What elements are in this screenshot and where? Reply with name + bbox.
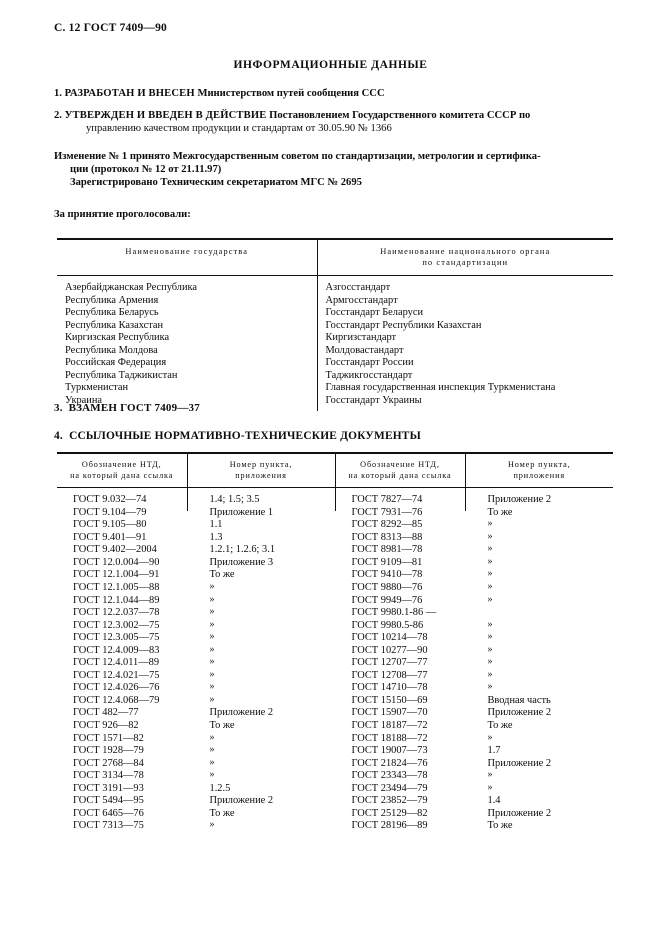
ditto-mark: »	[487, 769, 493, 781]
ditto-mark: »	[209, 693, 215, 705]
clause-reference: Приложение 2	[487, 807, 552, 819]
ntd-designation: ГОСТ 926—82	[73, 720, 139, 732]
ntd-designation: ГОСТ 2768—84	[73, 757, 144, 769]
ditto-mark: »	[209, 681, 215, 693]
state-name: Азербайджанская Республика	[65, 282, 198, 293]
clause-reference	[488, 733, 612, 746]
ditto-mark: »	[487, 781, 493, 793]
clause-reference: 1.1	[209, 519, 223, 531]
ditto-mark: »	[209, 581, 215, 593]
ditto-mark: »	[209, 744, 215, 756]
standards-body-name: Главная государственная инспекция Туркменистана	[325, 382, 556, 393]
ntd-designation: ГОСТ 1571—82	[73, 732, 144, 744]
clause-reference	[210, 745, 333, 758]
clause-1-number: 1.	[54, 88, 62, 99]
ntd-designation: ГОСТ 7827—74	[351, 494, 423, 506]
clause-4-number: 4.	[54, 430, 63, 442]
clause-reference	[210, 607, 333, 620]
ditto-mark: »	[209, 631, 215, 643]
states-header-col2	[317, 239, 613, 276]
ditto-mark: »	[487, 593, 493, 605]
clause-reference: То же	[209, 720, 235, 732]
ntd-designation: ГОСТ 19007—73	[351, 745, 428, 757]
ntd-designation: ГОСТ 12.0.004—90	[73, 556, 160, 568]
clause-reference	[210, 770, 333, 783]
ntd-designation: ГОСТ 8292—85	[351, 519, 423, 531]
states-table-wrapper	[57, 238, 613, 411]
ntd-designation: ГОСТ 9980.5-86	[351, 619, 424, 631]
ntd-designation: ГОСТ 18187—72	[351, 720, 428, 732]
clause-reference	[488, 582, 612, 595]
standards-body-name: Госстандарт Украины	[325, 394, 422, 406]
states-header-col2-line2: по стандартизации	[422, 258, 509, 267]
state-name: Республика Армения	[65, 294, 159, 306]
ntd-designation: ГОСТ 7931—76	[351, 506, 423, 518]
clause-2-number: 2.	[54, 110, 62, 122]
clause-reference: То же	[487, 506, 513, 518]
clause-reference	[488, 682, 612, 695]
running-head: С. 12 ГОСТ 7409—90	[54, 22, 167, 34]
clause-reference	[488, 595, 612, 608]
ditto-mark: »	[487, 656, 493, 668]
ntd-designation: ГОСТ 3191—93	[73, 782, 144, 794]
refs-header-col4-line1: Номер пункта,	[507, 460, 571, 469]
amendment-line-3: Зарегистрировано Техническим секретариатом МГС № 2695	[70, 177, 362, 189]
clause-reference	[488, 632, 612, 645]
ntd-designation: ГОСТ 12.4.068—79	[73, 694, 160, 706]
clause-reference: 1.4	[487, 795, 501, 807]
ntd-designation: ГОСТ 12.3.002—75	[73, 619, 160, 631]
clause-reference: Приложение 3	[209, 556, 274, 568]
clause-reference: Приложение 2	[209, 707, 274, 719]
standards-body-name: Таджикгосстандарт	[325, 369, 413, 381]
ntd-designation: ГОСТ 12.1.044—89	[73, 594, 160, 606]
clause-reference: Приложение 2	[487, 707, 552, 719]
ntd-designation: ГОСТ 12.3.005—75	[73, 632, 160, 644]
refs-col-doc-right	[335, 488, 465, 832]
states-table-header-row	[57, 239, 613, 276]
ditto-mark: »	[487, 731, 493, 743]
clause-reference	[210, 657, 333, 670]
refs-header-col2-line2: приложения	[235, 470, 287, 480]
state-name: Туркменистан	[65, 382, 129, 393]
clause-1-caps: РАЗРАБОТАН И ВНЕСЕН	[64, 88, 195, 99]
ntd-designation: ГОСТ 28196—89	[351, 820, 428, 832]
clause-4-text: ССЫЛОЧНЫЕ НОРМАТИВНО-ТЕХНИЧЕСКИЕ ДОКУМЕНТЫ	[69, 430, 421, 442]
ntd-designation: ГОСТ 7313—75	[73, 820, 144, 832]
ditto-mark: »	[487, 518, 493, 530]
ditto-mark: »	[487, 543, 493, 555]
ntd-designation: ГОСТ 9.105—80	[73, 519, 147, 531]
amendment-line-2: ции (протокол № 12 от 21.11.97)	[70, 164, 222, 176]
standards-body-name: Госстандарт России	[325, 357, 414, 368]
ntd-designation: ГОСТ 21824—76	[351, 757, 428, 769]
clause-reference	[488, 783, 612, 796]
clause-reference: То же	[487, 720, 513, 732]
clause-2-text: Постановлением Государственного комитета СССР по	[269, 110, 531, 122]
clause-reference: 1.4; 1.5; 3.5	[209, 494, 260, 506]
ntd-designation: ГОСТ 9880—76	[351, 582, 423, 594]
ntd-designation: ГОСТ 12.4.026—76	[73, 682, 160, 694]
states-col-names	[57, 276, 317, 412]
ditto-mark: »	[487, 581, 493, 593]
ditto-mark: »	[487, 555, 493, 567]
ntd-designation: ГОСТ 12707—77	[351, 657, 428, 669]
clause-reference	[488, 569, 612, 582]
refs-header-col3	[335, 453, 465, 488]
ditto-mark: »	[209, 756, 215, 768]
vote-heading: За принятие проголосовали:	[54, 208, 191, 220]
clause-reference	[210, 682, 333, 695]
ditto-mark: »	[209, 668, 215, 680]
standards-body-name: Армгосстандарт	[325, 294, 398, 306]
ntd-designation: ГОСТ 10214—78	[351, 632, 428, 644]
ntd-designation: ГОСТ 1928—79	[73, 745, 144, 757]
standards-body-name: Азгосстандарт	[325, 282, 391, 293]
states-table	[57, 238, 613, 411]
clause-reference: Приложение 2	[487, 757, 552, 769]
clause-reference	[488, 620, 612, 633]
clause-reference: Приложение 2	[209, 795, 274, 807]
refs-header-col4	[465, 453, 613, 488]
ditto-mark: »	[487, 643, 493, 655]
clause-1	[54, 87, 616, 100]
ntd-designation: ГОСТ 9.032—74	[73, 494, 147, 506]
ntd-designation: ГОСТ 9949—76	[351, 594, 423, 606]
clause-3	[54, 402, 200, 414]
standards-body-name: Госстандарт Беларуси	[325, 307, 424, 318]
clause-reference	[210, 758, 333, 771]
ntd-designation: ГОСТ 14710—78	[351, 682, 428, 694]
states-header-col1: Наименование государства	[57, 239, 317, 276]
references-table-wrapper	[57, 452, 613, 832]
state-name: Украина	[65, 394, 103, 406]
references-table-body-row	[57, 488, 613, 511]
ntd-designation: ГОСТ 9.104—79	[73, 506, 147, 518]
ntd-designation: ГОСТ 15150—69	[351, 694, 428, 706]
clause-reference	[488, 645, 612, 658]
ditto-mark: »	[209, 593, 215, 605]
ditto-mark: »	[487, 681, 493, 693]
clause-reference: Приложение 2	[487, 494, 552, 506]
clause-reference: То же	[209, 569, 235, 581]
ntd-designation: ГОСТ 9410—78	[351, 569, 423, 581]
clause-reference: 1.3	[209, 531, 223, 543]
clause-reference	[210, 582, 333, 595]
ntd-designation: ГОСТ 23852—79	[351, 795, 428, 807]
clause-reference: 1.2.5	[209, 782, 231, 794]
ditto-mark: »	[487, 668, 493, 680]
refs-header-col2-line1: Номер пункта,	[229, 460, 293, 469]
refs-header-col3-line2: на который дана ссылка	[348, 470, 452, 480]
references-table	[57, 452, 613, 832]
ntd-designation: ГОСТ 25129—82	[351, 807, 428, 819]
clause-reference	[488, 770, 612, 783]
clause-list	[54, 87, 616, 220]
ditto-mark: »	[209, 643, 215, 655]
ntd-designation: ГОСТ 23343—78	[351, 770, 428, 782]
ntd-designation: ГОСТ 12.4.011—89	[73, 657, 160, 669]
ntd-designation: ГОСТ 10277—90	[351, 644, 428, 656]
state-name: Киргизская Республика	[65, 332, 170, 343]
clause-reference	[210, 620, 333, 633]
state-name: Российская Федерация	[65, 357, 167, 368]
clause-reference	[210, 595, 333, 608]
standards-body-name: Молдовастандарт	[325, 344, 404, 356]
clause-reference	[210, 820, 333, 833]
clause-reference	[488, 544, 612, 557]
clause-reference: Вводная часть	[487, 694, 551, 706]
clause-reference	[210, 733, 333, 746]
ntd-designation: ГОСТ 12708—77	[351, 669, 428, 681]
ditto-mark: »	[487, 618, 493, 630]
refs-header-col3-line1: Обозначение НТД,	[360, 460, 440, 469]
clause-1-text: Министерством путей сообщения ССС	[197, 88, 385, 99]
ntd-designation: ГОСТ 12.2.037—78	[73, 607, 160, 619]
ntd-designation: ГОСТ 482—77	[73, 707, 139, 719]
state-name: Республика Беларусь	[65, 307, 159, 318]
ntd-designation: ГОСТ 9109—81	[351, 556, 423, 568]
ditto-mark: »	[209, 731, 215, 743]
ntd-designation: ГОСТ 18188—72	[351, 732, 428, 744]
ntd-designation: ГОСТ 9980.1-86 —	[351, 607, 437, 619]
ntd-designation: ГОСТ 9.401—91	[73, 531, 147, 543]
ntd-designation: ГОСТ 12.1.004—91	[73, 569, 160, 581]
clause-2	[54, 109, 616, 135]
ditto-mark: »	[209, 819, 215, 831]
amendment-line-1: Изменение № 1 принято Межгосударственным советом по стандартизации, метрологии и сертифика-	[54, 150, 541, 162]
refs-header-col2	[187, 453, 335, 488]
refs-header-col1-line2: на который дана ссылка	[70, 470, 174, 480]
state-name: Республика Молдова	[65, 344, 158, 356]
states-col-bodies	[317, 276, 613, 412]
standards-body-name: Киргизстандарт	[325, 332, 397, 343]
clause-reference	[488, 670, 612, 683]
ntd-designation: ГОСТ 12.4.021—75	[73, 669, 160, 681]
ntd-designation: ГОСТ 6465—76	[73, 807, 144, 819]
clause-2-caps: УТВЕРЖДЕН И ВВЕДЕН В ДЕЙСТВИЕ	[64, 110, 267, 122]
clause-3-text: ВЗАМЕН ГОСТ 7409—37	[68, 402, 200, 414]
refs-header-col1-line1: Обозначение НТД,	[81, 460, 162, 469]
page-title: ИНФОРМАЦИОННЫЕ ДАННЫЕ	[233, 59, 428, 71]
clause-reference: Приложение 1	[209, 506, 274, 518]
clause-2-text-line2: управлению качеством продукции и стандартам от 30.05.90 № 1366	[86, 123, 392, 135]
ntd-designation: ГОСТ 3134—78	[73, 770, 144, 782]
standards-body-name: Госстандарт Республики Казахстан	[325, 319, 482, 331]
clause-reference	[488, 532, 612, 545]
ntd-designation: ГОСТ 9.402—2004	[73, 544, 157, 556]
clause-4	[54, 430, 421, 442]
clause-reference	[210, 645, 333, 658]
clause-reference	[488, 657, 612, 670]
clause-reference: 1.2.1; 1.2.6; 3.1	[209, 544, 276, 556]
clause-reference	[488, 557, 612, 570]
clause-reference	[488, 607, 612, 620]
ditto-mark: »	[209, 618, 215, 630]
ntd-designation: ГОСТ 8981—78	[351, 544, 423, 556]
ditto-mark: »	[487, 631, 493, 643]
ntd-designation: ГОСТ 12.4.009—83	[73, 644, 160, 656]
ntd-designation: ГОСТ 12.1.005—88	[73, 582, 160, 594]
clause-reference	[210, 670, 333, 683]
state-name: Республика Таджикистан	[65, 369, 178, 381]
amendment-note	[54, 150, 616, 190]
ditto-mark: »	[209, 656, 215, 668]
refs-col-ref-left	[187, 488, 335, 831]
ntd-designation: ГОСТ 8313—88	[351, 531, 423, 543]
ditto-mark: »	[209, 606, 215, 618]
ntd-designation: ГОСТ 5494—95	[73, 795, 144, 807]
states-header-col2-line1: Наименование национального органа	[380, 247, 551, 256]
refs-header-col4-line2: приложения	[513, 470, 566, 480]
clause-reference: 1.7	[487, 745, 501, 757]
clause-reference	[210, 632, 333, 645]
refs-col-doc-left	[57, 488, 187, 832]
ditto-mark: »	[487, 530, 493, 542]
clause-reference: То же	[487, 820, 513, 832]
states-table-body-row	[57, 276, 613, 412]
ntd-designation: ГОСТ 23494—79	[351, 782, 428, 794]
ditto-mark: »	[487, 568, 493, 580]
clause-reference	[210, 695, 333, 708]
ntd-designation: ГОСТ 15907—70	[351, 707, 428, 719]
refs-header-col1	[57, 453, 187, 488]
references-table-header-row	[57, 453, 613, 488]
ditto-mark: »	[209, 769, 215, 781]
clause-3-number: 3.	[54, 402, 63, 414]
state-name: Республика Казахстан	[65, 319, 164, 331]
clause-reference: То же	[209, 807, 235, 819]
clause-reference	[488, 519, 612, 532]
refs-col-ref-right	[465, 488, 613, 832]
